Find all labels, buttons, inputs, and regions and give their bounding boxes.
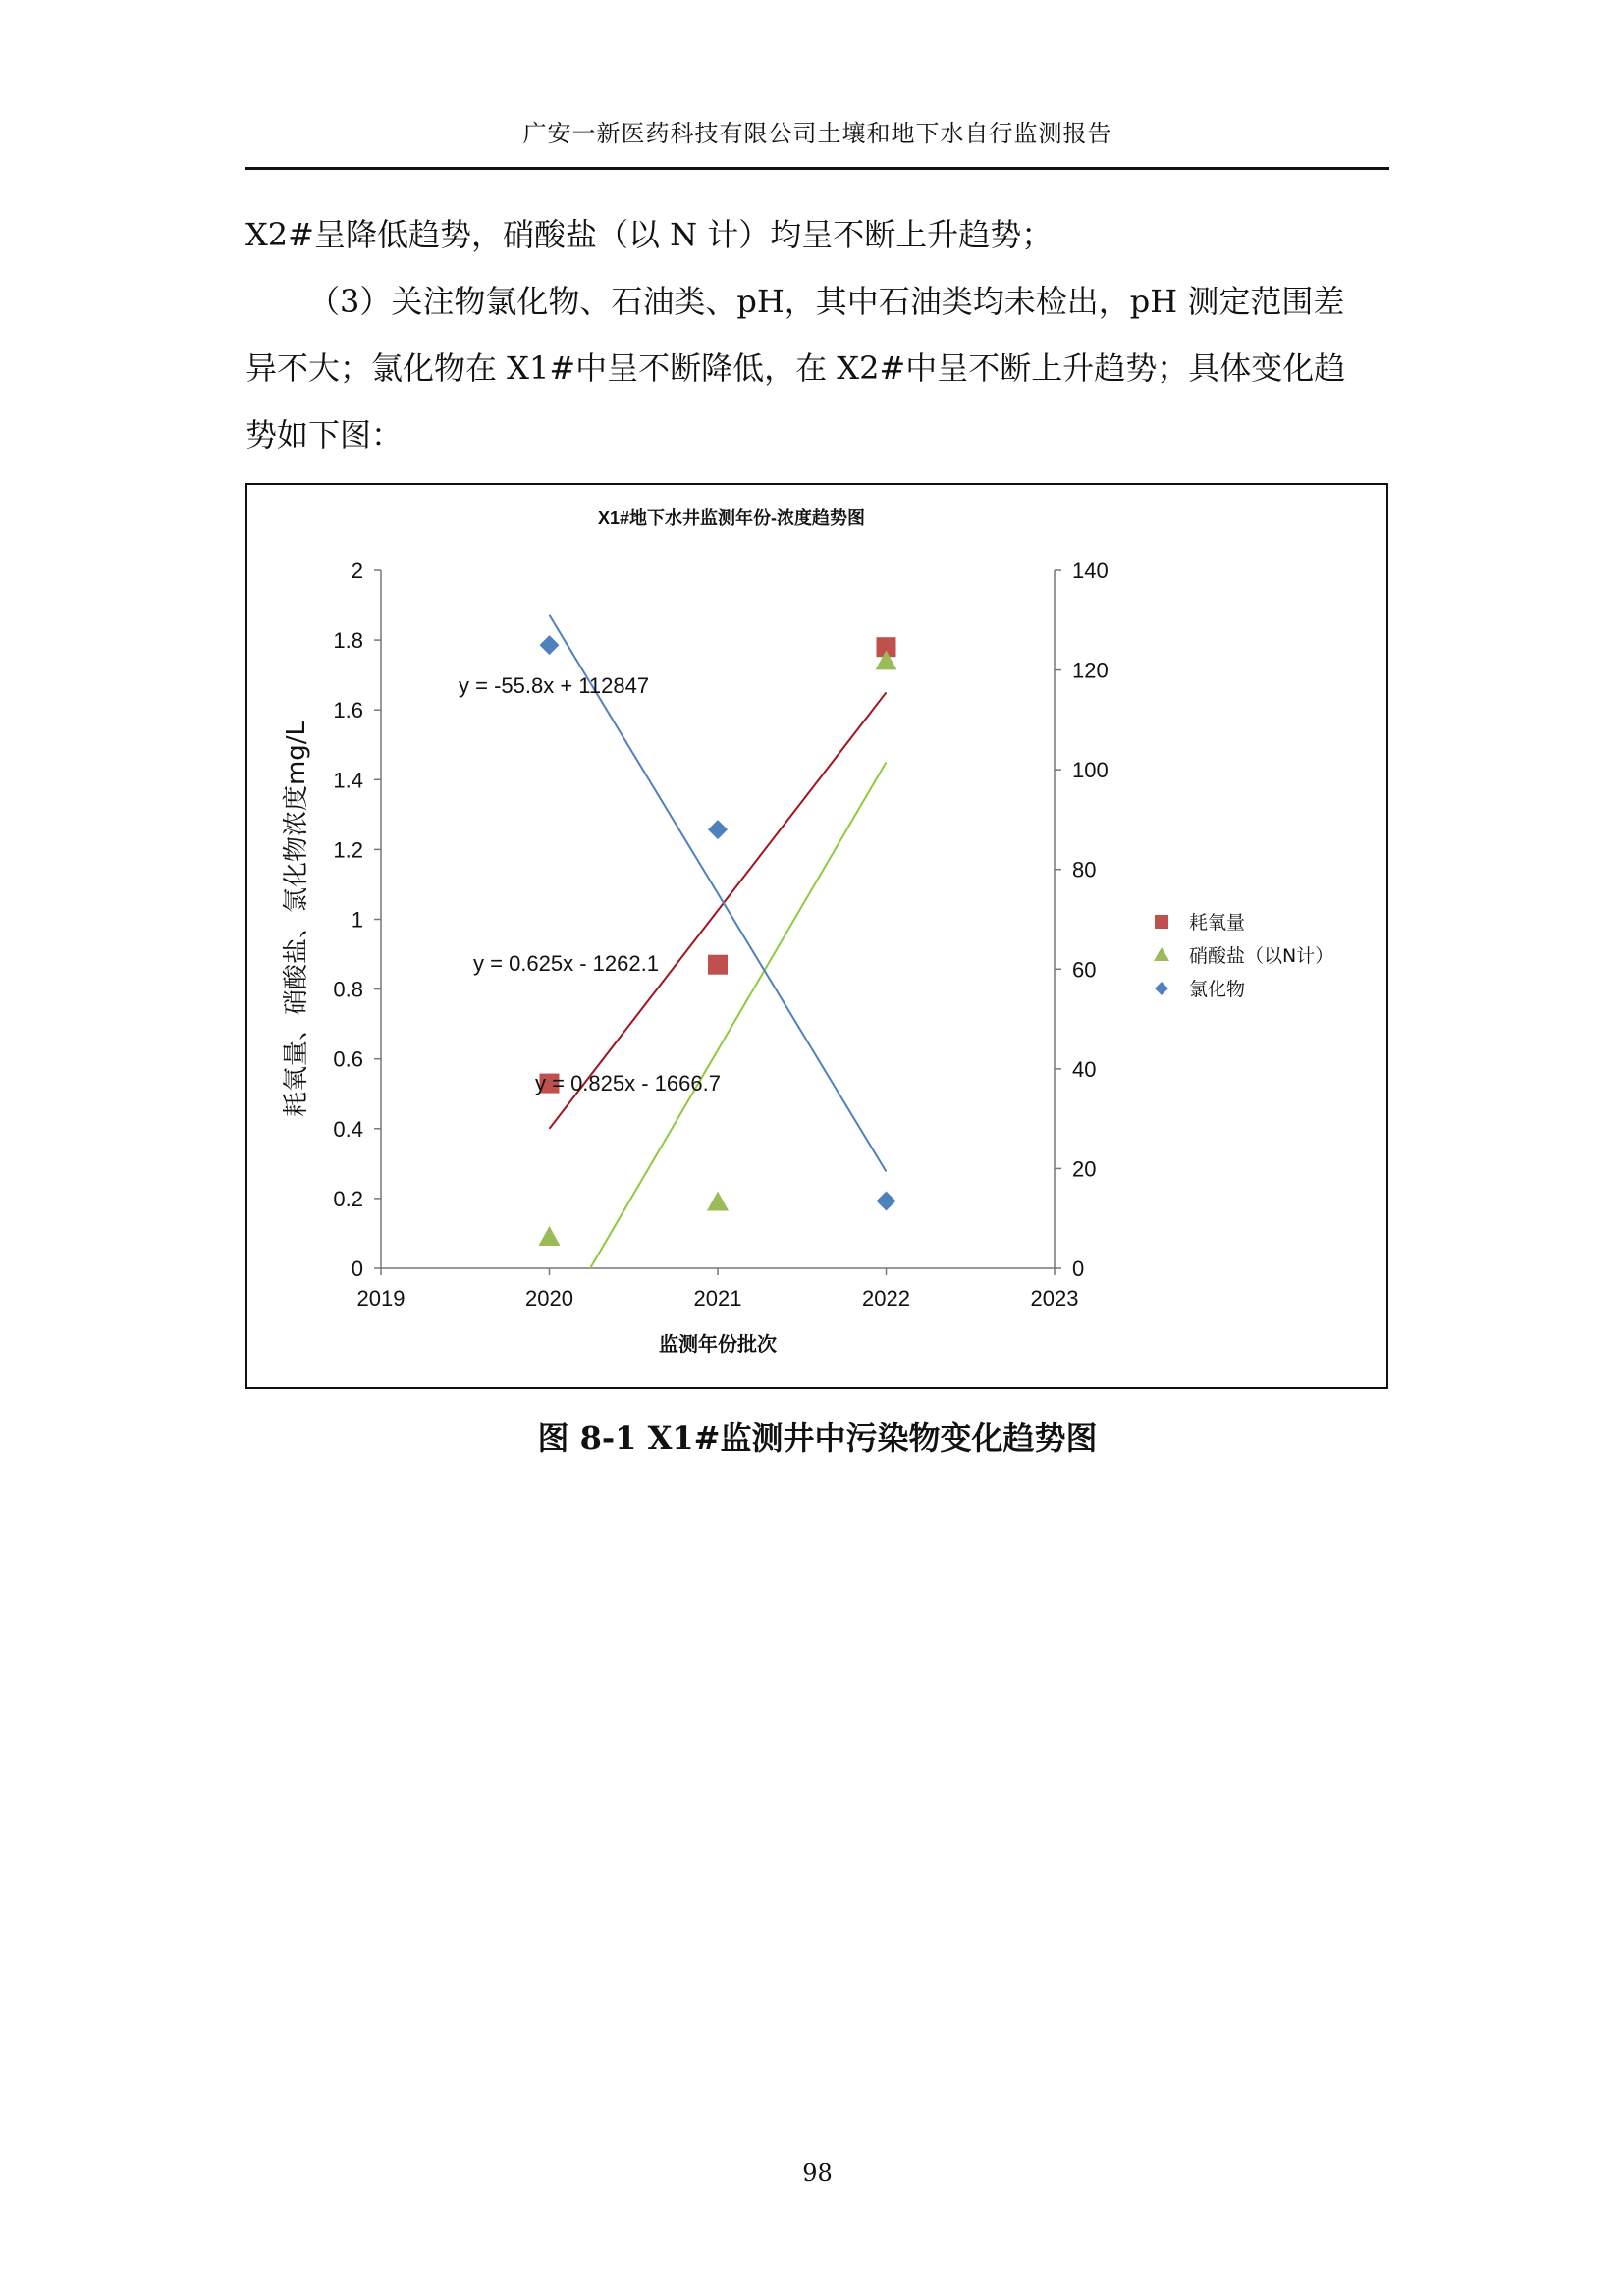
body-line: （3）关注物氯化物、石油类、pH，其中石油类均未检出，pH 测定范围差 — [308, 283, 1345, 320]
x-axis-tick-label: 2021 — [693, 1286, 742, 1310]
right-axis-tick-label: 60 — [1072, 957, 1097, 983]
x-axis-label: 监测年份批次 — [659, 1334, 777, 1356]
left-axis-tick-label: 0.4 — [333, 1116, 363, 1142]
data-point-square — [708, 955, 728, 975]
page-number: 98 — [802, 2160, 833, 2187]
data-point-diamond — [708, 820, 728, 839]
right-axis-tick-label: 80 — [1072, 857, 1097, 882]
figure-caption: 图 8-1 X1#监测井中污染物变化趋势图 — [537, 1419, 1098, 1457]
y-axis-label: 耗氧量、硝酸盐、氯化物浓度mg/L — [282, 721, 311, 1118]
header-rule — [245, 167, 1389, 170]
right-axis-tick-label: 40 — [1072, 1056, 1097, 1082]
page-header: 广安一新医药科技有限公司土壤和地下水自行监测报告 — [522, 120, 1112, 147]
body-line: 势如下图： — [245, 416, 404, 454]
trendline-equation: y = 0.625x - 1262.1 — [473, 951, 659, 976]
left-axis-tick-label: 0 — [351, 1256, 363, 1281]
left-axis-tick-label: 0.2 — [333, 1186, 363, 1211]
trendline — [590, 763, 886, 1268]
left-axis-tick-label: 0.8 — [333, 977, 363, 1002]
legend-marker-triangle — [1154, 947, 1169, 961]
left-axis-tick-label: 1.6 — [333, 698, 363, 723]
left-axis-tick-label: 1.2 — [333, 837, 363, 863]
trendline-equation: y = -55.8x + 112847 — [459, 673, 650, 698]
chart-title: X1#地下水井监测年份-浓度趋势图 — [597, 508, 866, 528]
legend-marker-square — [1155, 915, 1168, 929]
left-axis-tick-label: 1.4 — [333, 768, 363, 793]
left-axis-tick-label: 1 — [351, 907, 363, 933]
x-axis-tick-label: 2019 — [356, 1286, 406, 1310]
left-axis-tick-label: 1.8 — [333, 628, 363, 654]
right-axis-tick-label: 140 — [1072, 559, 1109, 583]
trend-chart — [247, 485, 1386, 1387]
trendline-equation: y = 0.825x - 1666.7 — [535, 1071, 721, 1095]
right-axis-tick-label: 100 — [1072, 758, 1109, 783]
left-axis-tick-label: 2 — [351, 559, 363, 583]
trendline — [550, 692, 887, 1128]
x-axis-tick-label: 2023 — [1030, 1286, 1079, 1310]
legend-label: 氯化物 — [1189, 979, 1246, 1000]
data-point-diamond — [877, 1191, 896, 1210]
body-line: X2#呈降低趋势，硝酸盐（以 N 计）均呈不断上升趋势； — [245, 216, 1054, 253]
data-point-triangle — [707, 1191, 729, 1210]
right-axis-tick-label: 120 — [1072, 658, 1109, 683]
legend-label: 耗氧量 — [1189, 912, 1246, 934]
right-axis-tick-label: 20 — [1072, 1156, 1097, 1182]
left-axis-tick-label: 0.6 — [333, 1046, 363, 1072]
chart-frame — [245, 483, 1388, 1389]
legend-label: 硝酸盐（以N计） — [1189, 945, 1334, 967]
body-paragraph — [245, 201, 1389, 468]
right-axis-tick-label: 0 — [1072, 1256, 1085, 1281]
data-point-triangle — [539, 1226, 561, 1246]
x-axis-tick-label: 2022 — [862, 1286, 910, 1310]
data-point-diamond — [540, 635, 560, 655]
body-line: 异不大；氯化物在 X1#中呈不断降低，在 X2#中呈不断上升趋势；具体变化趋 — [245, 349, 1346, 387]
legend-marker-diamond — [1155, 982, 1168, 995]
x-axis-tick-label: 2020 — [525, 1286, 573, 1310]
